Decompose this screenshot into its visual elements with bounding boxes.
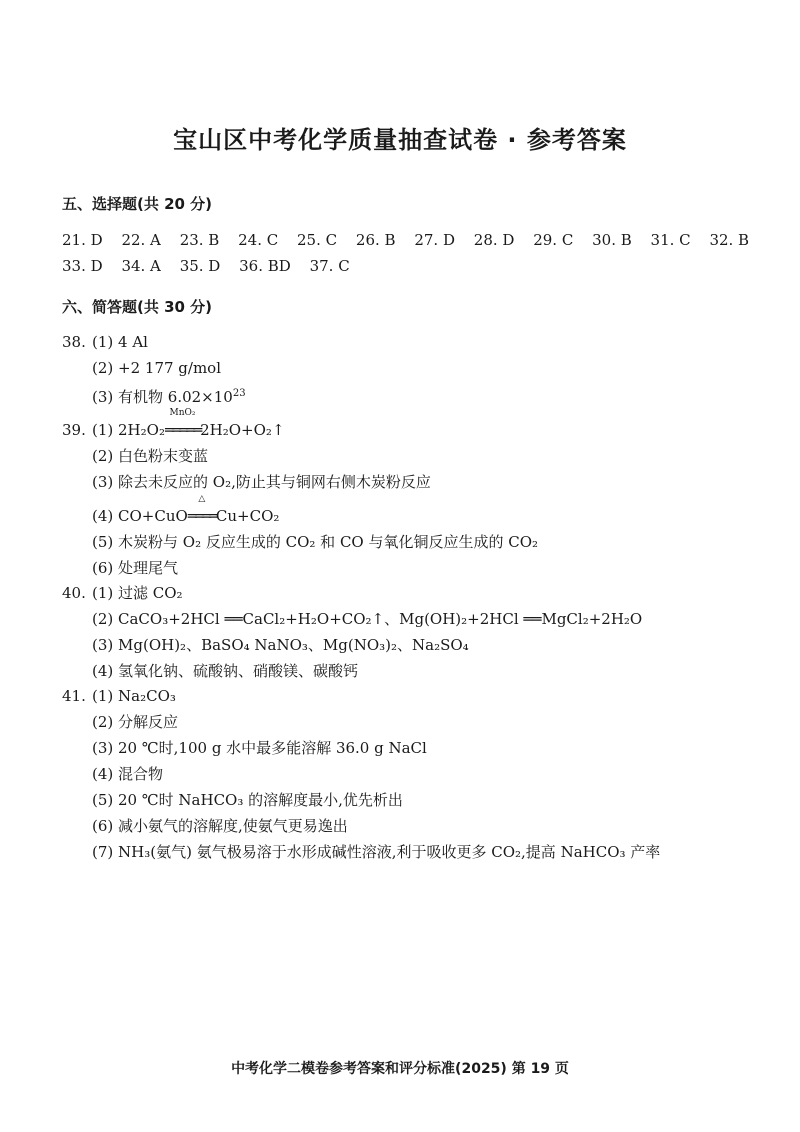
q39-answer-1: (1) 2H₂O₂ MnO₂ ═════2H₂O+O₂↑ — [92, 408, 285, 439]
q38-answer-1: (1) 4 Al — [92, 333, 148, 351]
mcq-answer: 37. C — [309, 257, 350, 275]
q41-answer-5: (5) 20 ℃时 NaHCO₃ 的溶解度最小,优先析出 — [92, 791, 403, 809]
mcq-answer: 24. C — [238, 231, 279, 249]
q41-answer-3: (3) 20 ℃时,100 g 水中最多能溶解 36.0 g NaCl — [92, 739, 427, 757]
q39-answer-4: (4) CO+CuO △ ════Cu+CO₂ — [92, 494, 280, 525]
mcq-answer: 33. D — [62, 257, 103, 275]
question-40-number: 40. — [62, 584, 86, 602]
q38-answer-2: (2) +2 177 g/mol — [92, 359, 222, 377]
question-41-number: 41. — [62, 687, 86, 705]
mcq-answer: 32. B — [709, 231, 750, 249]
section-heading-choice: 五、选择题(共 20 分) — [62, 195, 213, 213]
q40-answer-1: (1) 过滤 CO₂ — [92, 584, 183, 602]
q40-answer-3: (3) Mg(OH)₂、BaSO₄ NaNO₃、Mg(NO₃)₂、Na₂SO₄ — [92, 636, 469, 654]
mcq-answer: 30. B — [592, 231, 632, 249]
mcq-answer: 28. D — [473, 231, 515, 249]
q39-answer-3: (3) 除去未反应的 O₂,防止其与铜网右侧木炭粉反应 — [92, 473, 431, 491]
mcq-answer: 22. A — [121, 231, 161, 249]
q39-answer-2: (2) 白色粉末变蓝 — [92, 447, 209, 465]
mcq-answer: 34. A — [121, 257, 161, 275]
page-title: 宝山区中考化学质量抽查试卷 · 参考答案 — [173, 126, 627, 154]
q40-answer-2: (2) CaCO₃+2HCl ══CaCl₂+H₂O+CO₂↑、Mg(OH)₂+2HCl ══MgCl₂+2H₂O — [92, 610, 643, 628]
mcq-answer: 21. D — [62, 231, 103, 249]
reaction-condition: △ — [198, 494, 206, 504]
question-39-number: 39. — [62, 421, 86, 439]
q39-answer-6: (6) 处理尾气 — [92, 559, 179, 577]
q41-answer-2: (2) 分解反应 — [92, 713, 179, 731]
question-38-number: 38. — [62, 333, 86, 351]
q39-answer-5: (5) 木炭粉与 O₂ 反应生成的 CO₂ 和 CO 与氧化铜反应生成的 CO₂ — [92, 533, 539, 551]
mcq-answers-row-2 — [62, 256, 364, 276]
q41-answer-6: (6) 减小氨气的溶解度,使氨气更易逸出 — [92, 817, 348, 835]
q41-answer-7: (7) NH₃(氨气) 氨气极易溶于水形成碱性溶液,利于吸收更多 CO₂,提高 NaHCO₃ 产率 — [92, 843, 661, 861]
mcq-answer: 25. C — [297, 231, 338, 249]
mcq-answers-row-1 — [62, 230, 763, 250]
mcq-answer: 23. B — [179, 231, 220, 249]
mcq-answer: 26. B — [355, 231, 396, 249]
section-heading-short-answer: 六、简答题(共 30 分) — [62, 298, 213, 316]
q41-answer-4: (4) 混合物 — [92, 765, 164, 783]
mcq-answer: 27. D — [414, 231, 455, 249]
mcq-answer: 36. BD — [239, 257, 291, 275]
q38-answer-3: (3) 有机物 $6.02\times 10^{23}$ — [92, 388, 246, 406]
q41-answer-1: (1) Na₂CO₃ — [92, 687, 176, 705]
mcq-answer: 31. C — [650, 231, 691, 249]
q40-answer-4: (4) 氢氧化钠、硫酸钠、硝酸镁、碳酸钙 — [92, 662, 359, 680]
reaction-condition: MnO₂ — [169, 408, 196, 418]
page-footer: 中考化学二模卷参考答案和评分标准(2025) 第 19 页 — [231, 1061, 569, 1077]
mcq-answer: 35. D — [179, 257, 221, 275]
mcq-answer: 29. C — [533, 231, 574, 249]
